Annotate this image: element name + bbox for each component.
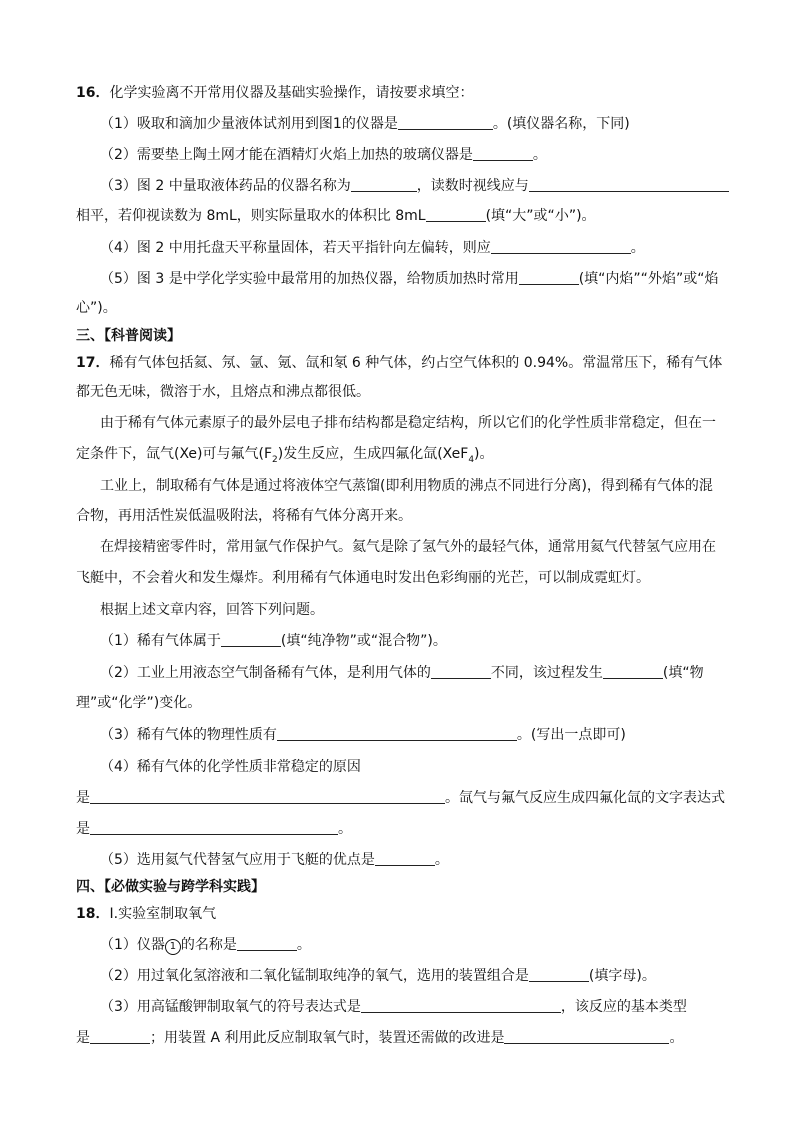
q18-sub1-text2: 的名称是: [180, 937, 237, 953]
q17-sub3: [100, 725, 626, 745]
q18-sub3-end: 。: [669, 1030, 684, 1046]
q17-sub2-line2: 理”或“化学”)变化。: [76, 695, 202, 711]
answer-blank[interactable]: [221, 632, 281, 647]
q17-sub2-line1: [100, 663, 704, 683]
q17-sub1-hint: (填“纯净物”或“混合物”)。: [280, 633, 447, 649]
q18-sub3-text: （3）用高锰酸钾制取氧气的符号表达式是: [100, 999, 361, 1015]
q16-part3-line2: [76, 206, 596, 226]
answer-blank[interactable]: [375, 851, 435, 866]
q17-para4-line1: 在焊接精密零件时，常用氩气作保护气。氦气是除了氢气外的最轻气体，通常用氦气代替氢气应用在: [100, 539, 716, 555]
q16-part4-end: 。: [630, 240, 645, 256]
q18-sub3-text2: ，该反应的基本类型: [560, 999, 687, 1015]
q17-sub4-line1: （4）稀有气体的化学性质非常稳定的原因: [100, 759, 361, 775]
section-heading: 四、【必做实验与跨学科实践】: [76, 879, 265, 895]
q16-part3-line1: [100, 176, 729, 196]
q16-part3-hint: (填“大”或“小”)。: [485, 208, 596, 224]
q17-sub3-hint: 。(写出一点即可): [516, 727, 626, 743]
subscript: 4: [468, 454, 475, 465]
q16-part5-hint: (填“内焰”“外焰”或“焰: [578, 271, 719, 287]
q18-sub1-text: （1）仪器: [100, 937, 165, 953]
q18-title-text: I.实验室制取氧气: [109, 906, 217, 922]
circled-number: 1: [165, 939, 181, 955]
q16-stem: [76, 83, 473, 103]
section-heading: 三、【科普阅读】: [76, 328, 181, 344]
q17-sub3-text: （3）稀有气体的物理性质有: [100, 727, 277, 743]
q16-part3-text2: ，读数时视线应与: [416, 178, 529, 194]
answer-blank[interactable]: [491, 239, 631, 254]
q18-sub1: [100, 935, 311, 955]
q17-para2-line2: [76, 444, 494, 464]
q17-sub2-text2: 不同，该过程发生: [490, 665, 603, 681]
q16-stem-text: 化学实验离不开常用仪器及基础实验操作，请按要求填空：: [109, 85, 474, 101]
q17-number: 17．: [76, 355, 110, 371]
subscript: 2: [272, 454, 278, 465]
q18-sub2: [100, 966, 656, 986]
q17-sub4-text3: 是: [76, 821, 90, 837]
answer-blank[interactable]: [398, 115, 493, 130]
answer-blank[interactable]: [426, 207, 486, 222]
answer-blank[interactable]: [277, 726, 517, 741]
q16-part5-hint2: 心”)。: [76, 300, 117, 316]
q18-sub3-text3: 是: [76, 1030, 90, 1046]
answer-blank[interactable]: [237, 936, 297, 951]
q17-intro-text: 稀有气体包括氦、氖、氩、氪、氙和氡 6 种气体，约占空气体积的 0.94%。常温常压下，稀有气体: [109, 355, 723, 371]
q16-part1-hint: 。(填仪器名称，下同): [492, 116, 630, 132]
q18-title: [76, 904, 216, 924]
q17-sub4-text2: 。氙气与氟气反应生成四氟化氙的文字表达式: [445, 790, 725, 806]
answer-blank[interactable]: [90, 820, 338, 835]
q17-sub1: [100, 631, 447, 651]
q17-para2-text2: )发生反应，生成四氟化氙(XeF: [277, 446, 469, 462]
answer-blank[interactable]: [351, 177, 417, 192]
q17-sub4-text: 是: [76, 790, 90, 806]
answer-blank[interactable]: [90, 789, 445, 804]
q16-part2-text: （2）需要垫上陶土网才能在酒精灯火焰上加热的玻璃仪器是: [100, 147, 473, 163]
answer-blank[interactable]: [473, 146, 533, 161]
q17-sub2-hint: (填“物: [662, 665, 704, 681]
q17-para2-text3: )。: [474, 446, 494, 462]
q17-sub5-end: 。: [434, 852, 449, 868]
q18-sub3-line2: [76, 1028, 683, 1048]
answer-blank[interactable]: [519, 270, 579, 285]
answer-blank[interactable]: [431, 664, 491, 679]
q16-part5-text: （5）图 3 是中学化学实验中最常用的加热仪器，给物质加热时常用: [100, 271, 519, 287]
q18-sub2-text: （2）用过氧化氢溶液和二氧化锰制取纯净的氧气，选用的装置组合是: [100, 968, 529, 984]
q17-intro-line1: [76, 353, 722, 373]
answer-blank[interactable]: [361, 998, 561, 1013]
q18-sub3-line1: [100, 997, 687, 1017]
answer-blank[interactable]: [504, 1029, 669, 1044]
q17-sub5: [100, 850, 449, 870]
q17-intro-line2: 都无色无味，微溶于水，且熔点和沸点都很低。: [76, 384, 370, 400]
q17-sub4-line3: [76, 819, 352, 839]
q17-para2-line1: 由于稀有气体元素原子的最外层电子排布结构都是稳定结构，所以它们的化学性质非常稳定，但在一: [100, 415, 716, 431]
answer-blank[interactable]: [90, 1029, 150, 1044]
q17-sub5-text: （5）选用氦气代替氢气应用于飞艇的优点是: [100, 852, 375, 868]
q16-part3-text: （3）图 2 中量取液体药品的仪器名称为: [100, 178, 351, 194]
q17-sub1-text: （1）稀有气体属于: [100, 633, 221, 649]
q18-sub1-end: 。: [296, 937, 311, 953]
answer-blank[interactable]: [603, 664, 663, 679]
q18-sub2-hint: (填字母)。: [588, 968, 656, 984]
answer-blank[interactable]: [529, 177, 729, 192]
answer-blank[interactable]: [529, 967, 589, 982]
q18-sub3-text4: ；用装置 A 利用此反应制取氧气时，装置还需做的改进是: [150, 1030, 505, 1046]
q16-part4-text: （4）图 2 中用托盘天平称量固体，若天平指针向左偏转，则应: [100, 240, 491, 256]
q17-para3-line1: 工业上，制取稀有气体是通过将液体空气蒸馏(即利用物质的沸点不同进行分离)，得到稀有气体的混: [100, 478, 713, 494]
q17-para4-line2: 飞艇中，不会着火和发生爆炸。利用稀有气体通电时发出色彩绚丽的光芒，可以制成霓虹灯。: [76, 570, 650, 586]
q17-para2-text1: 定条件下，氙气(Xe)可与氟气(F: [76, 446, 273, 462]
q16-part5-line2: [76, 298, 117, 318]
q16-part1: [100, 114, 630, 134]
q17-para3-line2: 合物，再用活性炭低温吸附法，将稀有气体分离开来。: [76, 508, 412, 524]
q16-part3-text3: 相平，若仰视读数为 8mL，则实际量取水的体积比 8mL: [76, 208, 426, 224]
q16-part2-end: 。: [532, 147, 547, 163]
q16-part2: [100, 145, 547, 165]
q17-ask: 根据上述文章内容，回答下列问题。: [100, 602, 324, 618]
q16-number: 16．: [76, 85, 110, 101]
q16-part1-text: （1）吸取和滴加少量液体试剂用到图1的仪器是: [100, 116, 398, 132]
q17-sub2-text: （2）工业上用液态空气制备稀有气体，是利用气体的: [100, 665, 431, 681]
q16-part4: [100, 238, 645, 258]
q17-sub4-line2: [76, 788, 725, 808]
q17-sub4-end: 。: [338, 821, 352, 837]
q18-number: 18．: [76, 906, 110, 922]
q16-part5-line1: [100, 269, 718, 289]
